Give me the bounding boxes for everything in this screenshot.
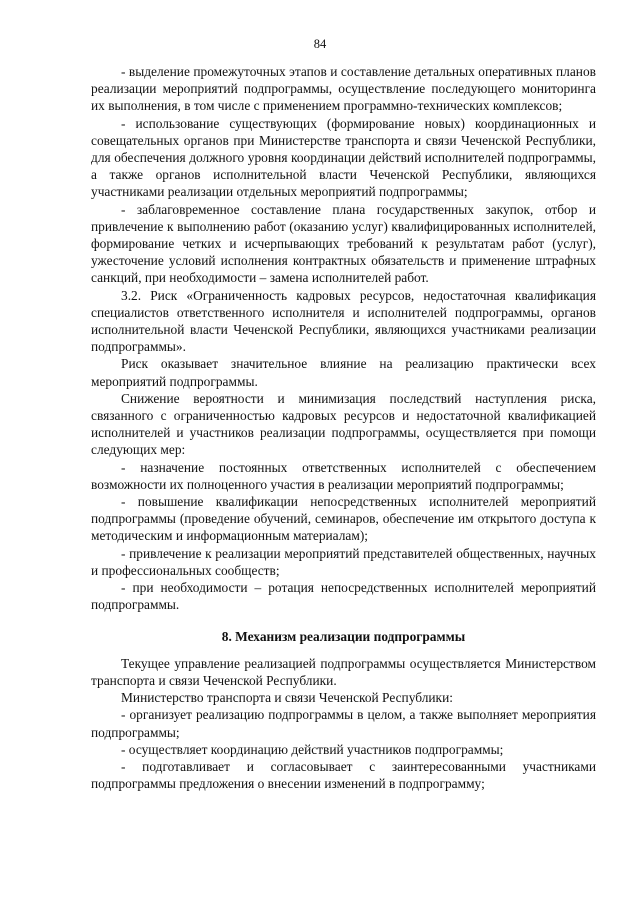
paragraph: - назначение постоянных ответственных исполнителей с обеспечением возможности их полноценного участия в реализации мероприятий подпрограммы; xyxy=(91,459,596,492)
paragraph: - осуществляет координацию действий участников подпрограммы; xyxy=(121,741,504,757)
paragraph: - подготавливает и согласовывает с заинтересованными участниками подпрограммы предложения о внесении изменений в подпрограмму; xyxy=(91,758,596,792)
paragraph: Министерство транспорта и связи Чеченской Республики: xyxy=(121,690,453,706)
section-heading: 8. Механизм реализации подпрограммы xyxy=(221,628,466,644)
paragraph: - организует реализацию подпрограммы в целом, а также выполняет мероприятия подпрограммы; xyxy=(91,707,596,740)
paragraph: - при необходимости – ротация непосредственных исполнителей мероприятий подпрограммы. xyxy=(91,580,596,613)
paragraph: - повышение квалификации непосредственных исполнителей мероприятий подпрограммы (проведение обучений, семинаров, обеспечение им открытого доступа к методическим и информационным материалам); xyxy=(91,494,596,544)
paragraph: Риск оказывает значительное влияние на реализацию практически всех мероприятий подпрограммы. xyxy=(91,356,596,389)
paragraph: - заблаговременное составление плана государственных закупок, отбор и привлечение к выполнению работ (оказанию услуг) квалифицированных исполнителей, формирование четких и исчерпывающих требований к результатам работ (услуг), ужесточение условий исполнения контрактных обязательств и применение штрафных санкций, при необходимости – замена исполнителей работ. xyxy=(91,201,596,286)
paragraph: Текущее управление реализацией подпрограммы осуществляется Министерством транспорта и связи Чеченской Республики. xyxy=(91,655,596,688)
paragraph: Снижение вероятности и минимизация последствий наступления риска, связанного с ограниченностью кадровых ресурсов и недостаточной квалификацией исполнителей и участников реализации подпрограммы, осуществляется при помощи следующих мер: xyxy=(91,390,596,458)
paragraph: - использование существующих (формирование новых) координационных и совещательных органов при Министерстве транспорта и связи Чеченской Республики, для обеспечения должного уровня координации действий исполнителей подпрограммы, а также органов исполнительной власти Чеченской Республики, являющихся участниками реализации отдельных мероприятий подпрограммы; xyxy=(91,115,596,200)
document-body xyxy=(91,63,596,792)
page-number: 84 xyxy=(313,37,327,51)
paragraph: - привлечение к реализации мероприятий представителей общественных, научных и профессиональных сообществ; xyxy=(91,545,596,578)
paragraph: 3.2. Риск «Ограниченность кадровых ресурсов, недостаточная квалификация специалистов ответственного исполнителя и исполнителей подпрограммы, органов исполнительной власти Чеченской Республики, являющихся участниками реализации подпрограммы». xyxy=(91,287,596,355)
paragraph: - выделение промежуточных этапов и составление детальных оперативных планов реализации мероприятий подпрограммы, осуществление последующего мониторинга их выполнения, в том числе с применением программно-технических комплексов; xyxy=(91,64,596,114)
